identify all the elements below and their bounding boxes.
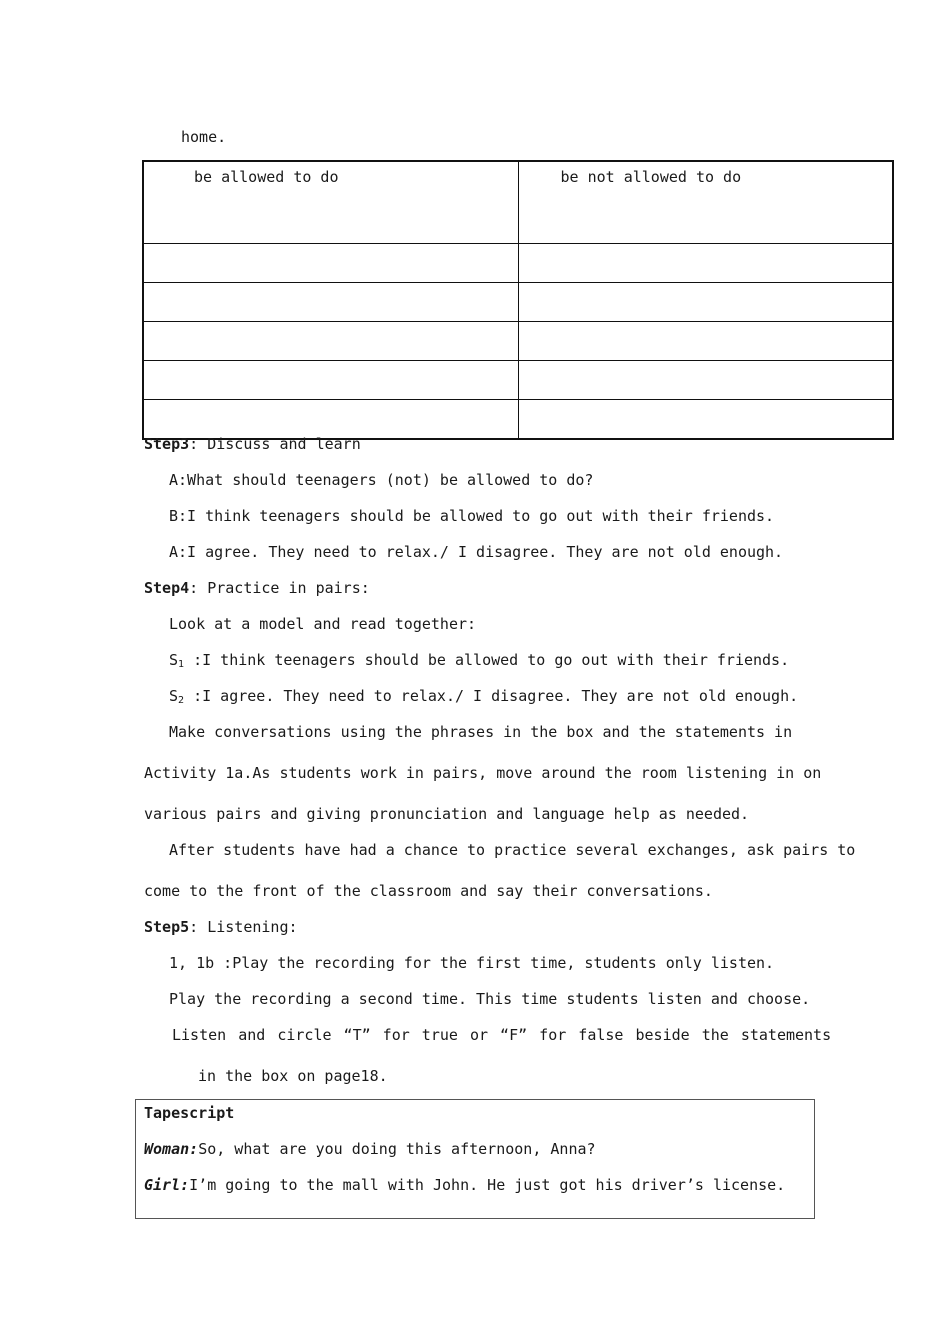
table-header-allowed: be allowed to do <box>143 161 518 244</box>
table-cell <box>143 283 518 322</box>
step3-line-b: B:I think teenagers should be allowed to go out with their friends. <box>169 507 775 525</box>
line-woman-text: So, what are you doing this afternoon, Anna? <box>198 1140 596 1158</box>
speaker-girl: Girl: <box>144 1176 190 1194</box>
tapescript-line-girl <box>144 1176 785 1194</box>
step3-line-a: A:What should teenagers (not) be allowed to do? <box>169 471 594 489</box>
step3-heading <box>144 435 361 453</box>
s1-prefix: S <box>169 651 179 669</box>
table-cell <box>518 361 893 400</box>
step4-para2-line2: come to the front of the classroom and say their conversations. <box>144 882 713 900</box>
step4-model-intro: Look at a model and read together: <box>169 615 477 633</box>
table-cell <box>143 400 518 440</box>
step5-title: : Listening: <box>189 918 298 936</box>
tapescript-box <box>135 1099 815 1219</box>
step4-s1-line <box>169 651 789 674</box>
step5-line4: in the box on page18. <box>198 1067 388 1085</box>
step5-heading <box>144 918 298 936</box>
step4-para1-line3: various pairs and giving pronunciation and language help as needed. <box>144 805 750 823</box>
tapescript-title: Tapescript <box>144 1104 235 1122</box>
step4-para1-line1: Make conversations using the phrases in the box and the statements in <box>169 723 793 741</box>
table-cell <box>518 400 893 440</box>
s2-text: :I agree. They need to relax./ I disagree. They are not old enough. <box>184 687 799 705</box>
step3-line-c: A:I agree. They need to relax./ I disagree. They are not old enough. <box>169 543 784 561</box>
allowed-table <box>142 160 894 440</box>
table-cell <box>518 322 893 361</box>
step5-label: Step5 <box>144 918 190 936</box>
line-girl-text: I’m going to the mall with John. He just got his driver’s license. <box>189 1176 786 1194</box>
step4-title: : Practice in pairs: <box>189 579 370 597</box>
table-row <box>143 322 893 361</box>
table-row <box>143 244 893 283</box>
table-cell <box>143 361 518 400</box>
table-row <box>143 400 893 440</box>
step4-label: Step4 <box>144 579 190 597</box>
intro-fragment: home. <box>181 128 227 146</box>
speaker-woman: Woman: <box>144 1140 199 1158</box>
table-header-not-allowed: be not allowed to do <box>518 161 893 244</box>
step4-para2-line1: After students have had a chance to practice several exchanges, ask pairs to <box>169 841 856 859</box>
step3-label: Step3 <box>144 435 190 453</box>
table-row <box>143 361 893 400</box>
table-header-row <box>143 161 893 244</box>
step5-line3: Listen and circle “T” for true or “F” for false beside the statements <box>172 1026 832 1044</box>
table-cell <box>143 244 518 283</box>
s1-text: :I think teenagers should be allowed to go out with their friends. <box>184 651 790 669</box>
step5-line1: 1, 1b :Play the recording for the first time, students only listen. <box>169 954 775 972</box>
s2-prefix: S <box>169 687 179 705</box>
s1-sub: 1 <box>178 659 185 670</box>
step5-line2: Play the recording a second time. This time students listen and choose. <box>169 990 811 1008</box>
step4-para1-line2: Activity 1a.As students work in pairs, move around the room listening in on <box>144 764 822 782</box>
table-cell <box>518 244 893 283</box>
step4-heading <box>144 579 370 597</box>
step4-s2-line <box>169 687 798 710</box>
table-cell <box>143 322 518 361</box>
tapescript-line-woman <box>144 1140 596 1158</box>
table-row <box>143 283 893 322</box>
s2-sub: 2 <box>178 695 185 706</box>
step3-title: : Discuss and learn <box>189 435 361 453</box>
table-cell <box>518 283 893 322</box>
